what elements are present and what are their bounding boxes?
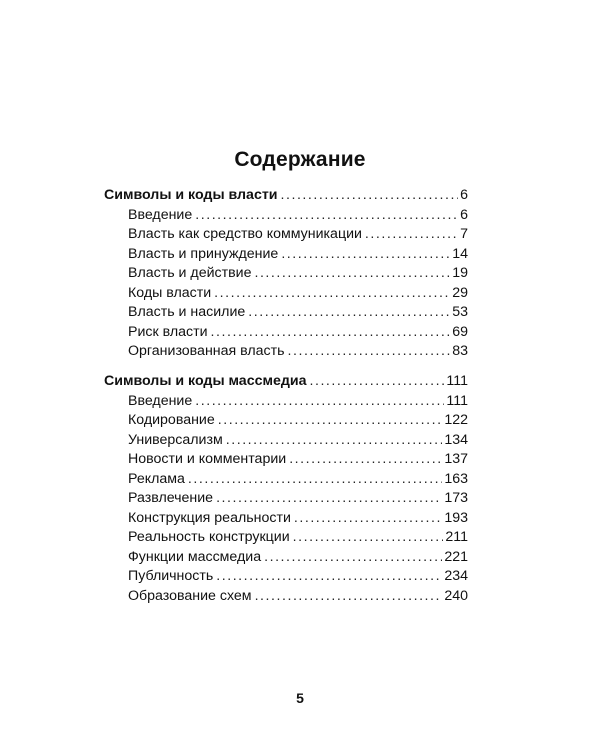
toc-page-number: 53 [452,304,468,320]
toc-entry-title: Функции массмедиа [128,548,262,565]
toc-entry [104,342,468,362]
dot-leader [248,303,450,323]
toc-page-number: 211 [445,529,468,545]
toc-page-number: 7 [460,226,468,242]
toc-entry-title: Образование схем [128,587,252,604]
toc-entry [104,587,468,607]
dot-leader [211,323,451,343]
dot-leader [218,411,443,431]
toc-entry-title: Коды власти [128,284,212,301]
dot-leader [195,206,458,226]
dot-leader [294,509,442,529]
toc-page-number: 111 [446,373,468,389]
toc-entry-title: Реклама [128,470,185,487]
toc-entry-title: Кодирование [128,412,215,428]
toc-entry-title: Реальность конструкции [128,529,290,545]
toc-entry [104,323,468,343]
toc-entry [104,450,468,470]
toc-entry [104,206,468,226]
dot-leader [293,528,444,548]
toc-section-title: Символы и коды массмедиа [104,373,307,389]
dot-leader [281,186,459,206]
toc-section-heading [104,186,468,206]
toc-entry [104,264,468,284]
page-number: 5 [296,690,304,706]
toc-entry [104,548,468,568]
toc-entry-title: Власть как средство коммуникации [128,226,362,242]
toc-entry-title: Введение [128,392,193,409]
dot-leader [216,489,442,509]
toc-page-number: 193 [444,509,468,526]
toc-page-number: 83 [452,343,468,359]
toc-entry [104,470,468,490]
toc-entry-title: Власть и насилие [128,304,246,320]
toc-entry-title: Развлечение [128,490,214,506]
page-title: Содержание [234,148,366,171]
toc-page-number: 19 [452,265,468,281]
toc-page-number: 134 [444,431,468,448]
dot-leader [365,225,458,245]
toc-entry-title: Риск власти [128,323,208,340]
toc-entry-title: Универсализм [128,431,223,448]
toc-entry [104,245,468,265]
dot-leader [195,392,444,412]
toc-entry [104,303,468,323]
toc-section-power [104,186,468,362]
dot-leader [288,342,451,362]
toc-page-number: 111 [446,392,468,409]
dot-leader [309,372,444,392]
toc-page-number: 173 [444,490,468,506]
toc-entry-title: Введение [128,206,193,223]
dot-leader [188,470,442,490]
dot-leader [254,264,450,284]
toc-entry [104,225,468,245]
toc-section-heading [104,372,468,392]
toc-page-number: 240 [444,587,468,604]
dot-leader [264,548,442,568]
dot-leader [214,284,450,304]
dot-leader [281,245,450,265]
toc-entry [104,431,468,451]
toc-entry-title: Власть и принуждение [128,245,279,262]
toc-entry-title: Публичность [128,568,214,584]
toc-page-number: 29 [452,284,468,301]
toc-section-title: Символы и коды власти [104,187,278,203]
toc-page-number: 137 [444,451,468,467]
dot-leader [226,431,443,451]
toc-entry [104,392,468,412]
toc-entry-title: Власть и действие [128,265,252,281]
toc-page-number: 234 [444,568,468,584]
toc-page-number: 14 [452,245,468,262]
toc-entry [104,509,468,529]
toc-entry [104,528,468,548]
toc-page-number: 6 [460,206,468,223]
toc-section-massmedia [104,372,468,606]
toc-page-number: 6 [460,187,468,203]
toc-page-number: 69 [452,323,468,340]
toc-entry [104,284,468,304]
toc-page-number: 163 [444,470,468,487]
toc-entry [104,567,468,587]
dot-leader [289,450,442,470]
toc-page-number: 221 [444,548,468,565]
toc-entry-title: Новости и комментарии [128,451,287,467]
toc-entry [104,411,468,431]
dot-leader [255,587,443,607]
toc-entry [104,489,468,509]
toc-page-number: 122 [444,412,468,428]
dot-leader [216,567,442,587]
toc-entry-title: Организованная власть [128,343,285,359]
toc-entry-title: Конструкция реальности [128,509,291,526]
